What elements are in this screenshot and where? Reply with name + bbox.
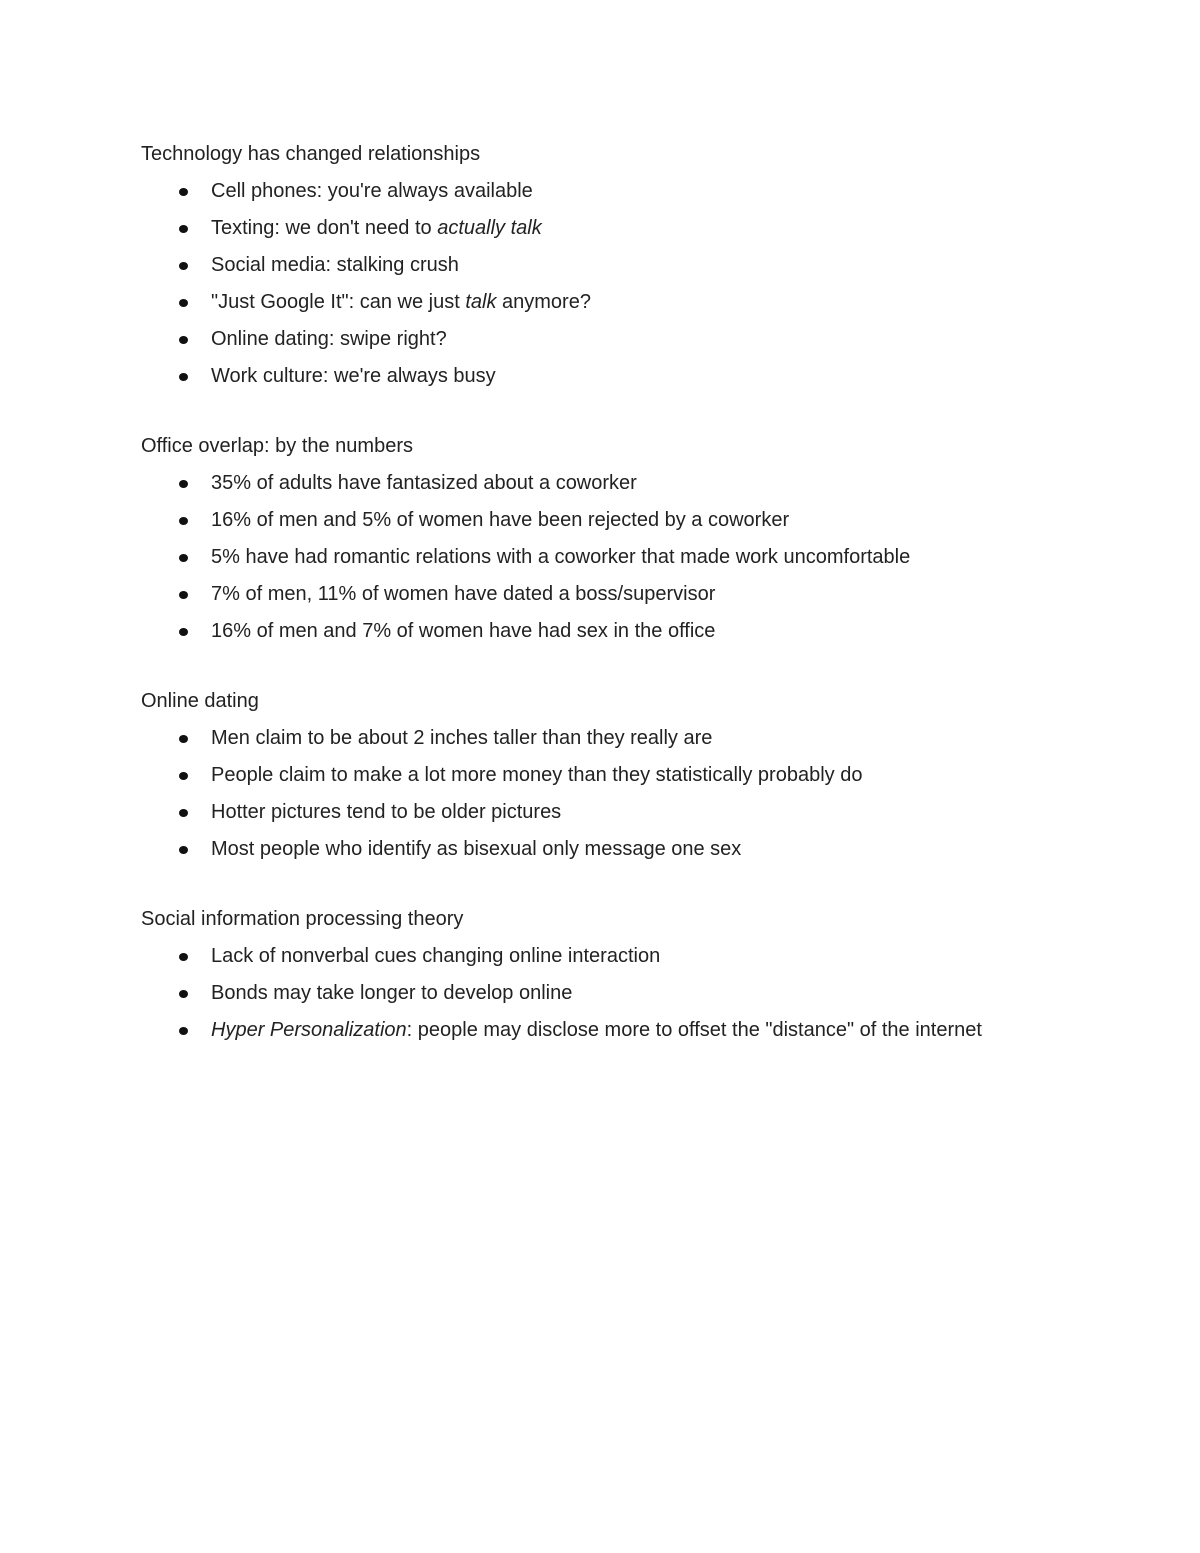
bullet-icon — [179, 554, 188, 562]
list-item — [141, 177, 1141, 205]
item-text: Bonds may take longer to develop online — [211, 982, 573, 1004]
bullet-icon — [179, 480, 188, 488]
bullet-icon — [179, 225, 188, 233]
list-item — [141, 506, 1141, 534]
italic-text: talk — [465, 291, 497, 313]
bullet-icon — [179, 628, 188, 636]
item-text: : people may disclose more to offset the "distance" of the internet — [406, 1019, 982, 1041]
bullet-list — [141, 724, 1141, 863]
item-text: 5% have had romantic relations with a coworker that made work uncomfortable — [211, 546, 911, 568]
section-heading: Online dating — [141, 690, 259, 712]
bullet-icon — [179, 299, 188, 307]
section — [141, 140, 1141, 390]
italic-text: actually talk — [437, 217, 542, 239]
list-item — [141, 798, 1141, 826]
bullet-icon — [179, 735, 188, 743]
bullet-icon — [179, 1027, 188, 1035]
section — [141, 905, 1141, 1044]
section — [141, 432, 1141, 645]
list-item — [141, 942, 1141, 970]
bullet-icon — [179, 591, 188, 599]
item-text: Hotter pictures tend to be older pictures — [211, 801, 562, 823]
list-item — [141, 979, 1141, 1007]
item-text: Social media: stalking crush — [211, 254, 459, 276]
document-body — [141, 140, 1141, 1086]
item-text: Men claim to be about 2 inches taller than they really are — [211, 727, 713, 749]
list-item — [141, 251, 1141, 279]
bullet-icon — [179, 336, 188, 344]
item-text: 16% of men and 7% of women have had sex in the office — [211, 620, 716, 642]
list-item — [141, 288, 1141, 316]
list-item — [141, 724, 1141, 752]
bullet-icon — [179, 373, 188, 381]
bullet-icon — [179, 262, 188, 270]
item-text: Cell phones: you're always available — [211, 180, 533, 202]
bullet-icon — [179, 772, 188, 780]
item-text: 7% of men, 11% of women have dated a boss/supervisor — [211, 583, 716, 605]
list-item — [141, 543, 1141, 571]
list-item — [141, 325, 1141, 353]
item-text: Lack of nonverbal cues changing online interaction — [211, 945, 661, 967]
section-heading: Social information processing theory — [141, 908, 464, 930]
item-text: "Just Google It": can we just — [211, 291, 466, 313]
bullet-icon — [179, 809, 188, 817]
bullet-icon — [179, 990, 188, 998]
bullet-icon — [179, 846, 188, 854]
list-item — [141, 362, 1141, 390]
list-item — [141, 835, 1141, 863]
bullet-icon — [179, 517, 188, 525]
item-text: Texting: we don't need to — [211, 217, 438, 239]
bullet-list — [141, 469, 1141, 645]
item-text: Most people who identify as bisexual only message one sex — [211, 838, 742, 860]
item-text: People claim to make a lot more money than they statistically probably do — [211, 764, 863, 786]
bullet-icon — [179, 188, 188, 196]
section-heading: Office overlap: by the numbers — [141, 435, 413, 457]
item-text: 16% of men and 5% of women have been rejected by a coworker — [211, 509, 790, 531]
bullet-list — [141, 942, 1141, 1044]
list-item — [141, 214, 1141, 242]
list-item — [141, 469, 1141, 497]
item-text: Online dating: swipe right? — [211, 328, 447, 350]
item-text: Work culture: we're always busy — [211, 365, 496, 387]
bullet-list — [141, 177, 1141, 390]
list-item — [141, 580, 1141, 608]
italic-text: Hyper Personalization — [211, 1019, 407, 1041]
list-item — [141, 617, 1141, 645]
list-item — [141, 1016, 1141, 1044]
list-item — [141, 761, 1141, 789]
item-text: anymore? — [496, 291, 591, 313]
section-heading: Technology has changed relationships — [141, 143, 481, 165]
bullet-icon — [179, 953, 188, 961]
section — [141, 687, 1141, 863]
item-text: 35% of adults have fantasized about a coworker — [211, 472, 637, 494]
